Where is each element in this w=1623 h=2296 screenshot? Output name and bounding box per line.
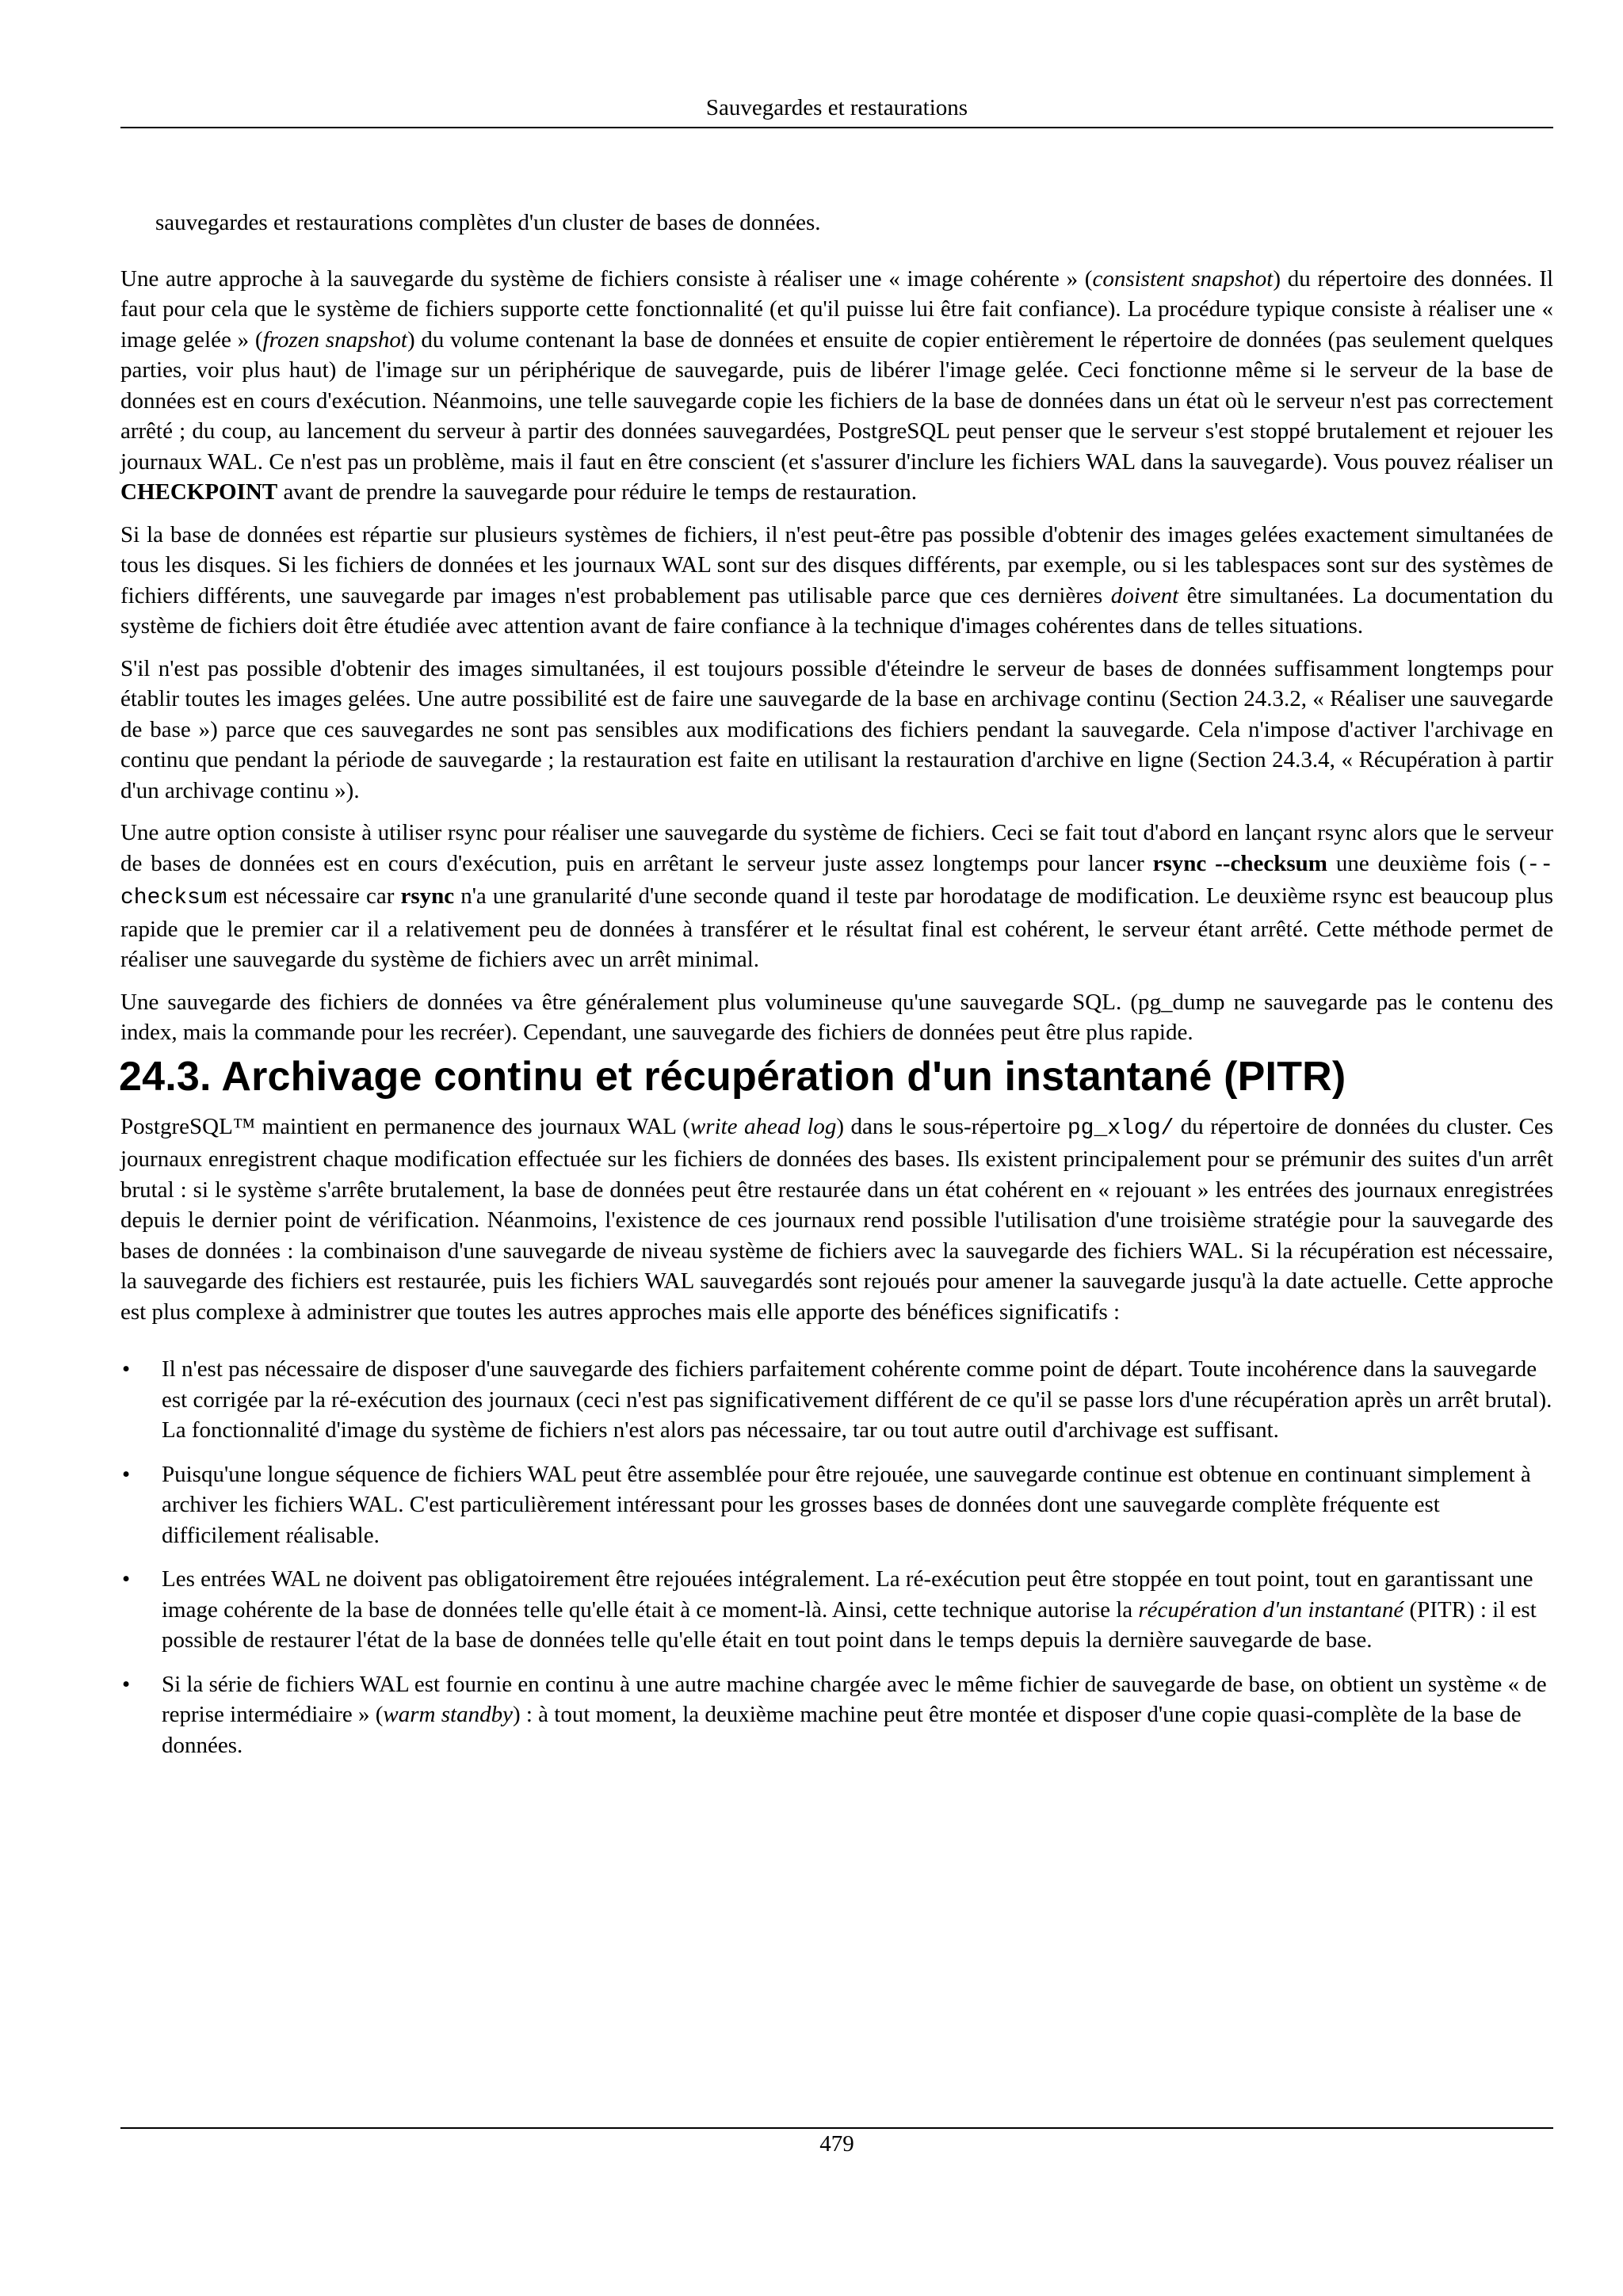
paragraph-backup-size: Une sauvegarde des fichiers de données va être généralement plus volumineuse qu'une sauvegarde SQL. (pg_dump ne sauvegarde pas le contenu des index, mais la commande pour les recréer). Cependant, une sauvegarde des fichiers de données peut être plus rapide. — [120, 989, 1553, 1045]
emphasis-term: write ahead log — [689, 1113, 837, 1139]
emphasis-term: frozen snapshot — [262, 326, 407, 353]
bullet-icon: • — [122, 1566, 131, 1592]
command-name: rsync — [400, 883, 455, 909]
list-item-text — [162, 1669, 1553, 1761]
list-item-text — [162, 1564, 1553, 1656]
list-item-text: Puisqu'une longue séquence de fichiers WAL peut être assemblée pour être rejouée, une sauvegarde continue est obtenue en continuant simplement à archiver les fichiers WAL. C'est particulièrement intéressant pour les grosses bases de données dont une sauvegarde complète fréquente est difficilement réalisable. — [162, 1461, 1531, 1548]
text-run: Si la série de fichiers WAL est fournie en continu à une autre machine chargée avec le même fichier de sauvegarde de base, on obtient un système « de reprise intermédiaire » ( — [162, 1671, 1547, 1727]
text-run: Les entrées WAL ne doivent pas obligatoirement être rejouées intégralement. La ré-exécution peut être stoppée en tout point, tout en garantissant une image cohérente de la base de données telle qu'elle était à ce moment-là. Ainsi, cette technique autorise la — [162, 1566, 1533, 1623]
emphasis-term: récupération d'un instantané — [1138, 1596, 1404, 1623]
command-name: rsync --checksum — [1152, 850, 1327, 876]
section-heading: 24.3. Archivage continu et récupération d'un instantané (PITR) — [119, 1053, 1346, 1100]
header-rule — [120, 127, 1553, 128]
text-run: ) du volume contenant la base de données et ensuite de copier entièrement le répertoire de données (pas seulement quelques parties, voir plus haut) de l'image sur un périphérique de sauvegarde, puis de libérer l'image gelée. Ceci fonctionne même si le serveur de la base de données est en cours d'exécution. Néanmoins, une telle sauvegarde copie les fichiers de la base de données dans un état où le serveur n'est pas correctement arrêté ; du coup, au lancement du serveur à partir des données sauvegardées, PostgreSQL peut penser que le serveur s'est stoppé brutalement et rejouer les journaux WAL. Ce n'est pas un problème, mais il faut en être conscient (et s'assurer d'inclure les fichiers WAL dans la sauvegarde). Vous pouvez réaliser un — [120, 326, 1554, 475]
text-run: avant de prendre la sauvegarde pour réduire le temps de restauration. — [277, 479, 918, 505]
list-item-text: Il n'est pas nécessaire de disposer d'une sauvegarde des fichiers parfaitement cohérente comme point de départ. Toute incohérence dans la sauvegarde est corrigée par la ré-exécution des journaux (ceci n'est pas significativement différent de ce qu'il se passe lors d'une récupération après un arrêt brutal). La fonctionnalité d'image du système de fichiers n'est alors pas nécessaire, tar ou tout autre outil d'archivage est suffisant. — [162, 1356, 1552, 1443]
command-name: CHECKPOINT — [120, 479, 278, 505]
page-content — [120, 208, 1553, 1774]
text-run: Si la base de données est répartie sur plusieurs systèmes de fichiers, il n'est peut-être pas possible d'obtenir des images gelées exactement simultanées de tous les disques. Si les fichiers de données et les journaux WAL sont sur des disques différents, par exemple, ou si les tablespaces sont sur des systèmes de fichiers différents, une sauvegarde par images n'est probablement pas utilisable parce que ces dernières — [120, 521, 1553, 608]
text-run: être simultanées. La documentation du système de fichiers doit être étudiée avec attention avant de faire confiance à la technique d'images cohérentes dans de telles situations. — [120, 582, 1553, 639]
paragraph-multiple-filesystems — [120, 520, 1553, 642]
section-intro-paragraph — [120, 1112, 1553, 1328]
emphasis-term: doivent — [1110, 582, 1179, 608]
footer-rule — [120, 2127, 1553, 2129]
emphasis-term: consistent snapshot — [1092, 265, 1274, 292]
list-item — [120, 1669, 1553, 1761]
text-run: ) : à tout moment, la deuxième machine peut être montée et disposer d'une copie quasi-complète de la base de données. — [162, 1702, 1522, 1758]
text-run: ) dans le sous-répertoire — [836, 1113, 1067, 1139]
running-header: Sauvegardes et restaurations — [705, 95, 968, 120]
paragraph-simultaneous-images: S'il n'est pas possible d'obtenir des images simultanées, il est toujours possible d'éteindre le serveur de bases de données suffisamment longtemps pour établir toutes les images gelées. Une autre possibilité est de faire une sauvegarde de la base en archivage continu (Section 24.3.2, « Réaliser une sauvegarde de base ») parce que ces sauvegardes ne sont pas sensibles aux modifications des fichiers pendant la sauvegarde. Cela n'impose d'activer l'archivage en continu que pendant la période de sauvegarde ; la restauration est faite en utilisant la restauration d'archive en ligne (Section 24.3.4, « Récupération à partir d'un archivage continu »). — [120, 655, 1553, 803]
text-run: n'a une granularité d'une seconde quand il teste par horodatage de modification. Le deuxième rsync est beaucoup plus rapide que le premier car il a relativement peu de données à transférer et le résultat final est cohérent, le serveur étant arrêté. Cette méthode permet de réaliser une sauvegarde du système de fichiers avec un arrêt minimal. — [120, 883, 1553, 972]
list-item — [120, 1564, 1553, 1656]
emphasis-term: warm standby — [383, 1702, 513, 1727]
paragraph-consistent-snapshot — [120, 264, 1553, 508]
page-number: 479 — [819, 2131, 854, 2157]
bullet-icon: • — [122, 1356, 131, 1382]
text-run: Une autre option consiste à utiliser rsync pour réaliser une sauvegarde du système de fichiers. Ceci se fait tout d'abord en lançant rsync alors que le serveur de bases de données est en cours d'exécution, puis en arrêtant le serveur juste assez longtemps pour lancer — [120, 820, 1553, 876]
text-run: ) du répertoire des données. Il faut pour cela que le système de fichiers supporte cette fonctionnalité (et qu'il puisse lui être fait confiance). La procédure typique consiste à réaliser une « image gelée » ( — [120, 265, 1554, 353]
text-run: Une autre approche à la sauvegarde du système de fichiers consiste à réaliser une « image cohérente » ( — [120, 265, 1093, 292]
text-run: PostgreSQL™ maintient en permanence des journaux WAL ( — [120, 1113, 690, 1139]
list-item — [120, 1354, 1553, 1446]
text-run: du répertoire de données du cluster. Ces journaux enregistrent chaque modification effectuée sur les fichiers de données des bases. Ils existent principalement pour se prémunir des suites d'un arrêt brutal : si le système s'arrête brutalement, la base de données peut être restaurée dans un état cohérent en « rejouant » les entrées des journaux enregistrées depuis le dernier point de vérification. Néanmoins, l'existence de ces journaux rend possible l'utilisation d'une troisième stratégie pour la sauvegarde des bases de données : la combinaison d'une sauvegarde de niveau système de fichiers avec la sauvegarde des fichiers WAL. Si la récupération est nécessaire, la sauvegarde des fichiers est restaurée, puis les fichiers WAL sauvegardés sont rejoués pour amener la sauvegarde jusqu'à la date actuelle. Cette approche est plus complexe à administrer que toutes les autres approches mais elle apporte des bénéfices significatifs : — [120, 1113, 1553, 1325]
code-literal: --checksum — [120, 852, 1553, 910]
bullet-icon: • — [122, 1461, 131, 1487]
text-run: (PITR) : il est possible de restaurer l'état de la base de données telle qu'elle était en tout point dans le temps depuis la dernière sauvegarde de base. — [162, 1596, 1537, 1653]
document-page — [120, 0, 1553, 2296]
intro-continuation: sauvegardes et restaurations complètes d'un cluster de bases de données. — [155, 210, 821, 235]
paragraph-rsync — [120, 818, 1553, 975]
bullet-icon: • — [122, 1671, 131, 1697]
code-literal: pg_xlog/ — [1067, 1116, 1174, 1141]
list-item — [120, 1459, 1553, 1551]
benefits-list — [120, 1354, 1553, 1760]
text-run: une deuxième fois ( — [1327, 850, 1527, 876]
text-run: est nécessaire car — [227, 883, 401, 909]
